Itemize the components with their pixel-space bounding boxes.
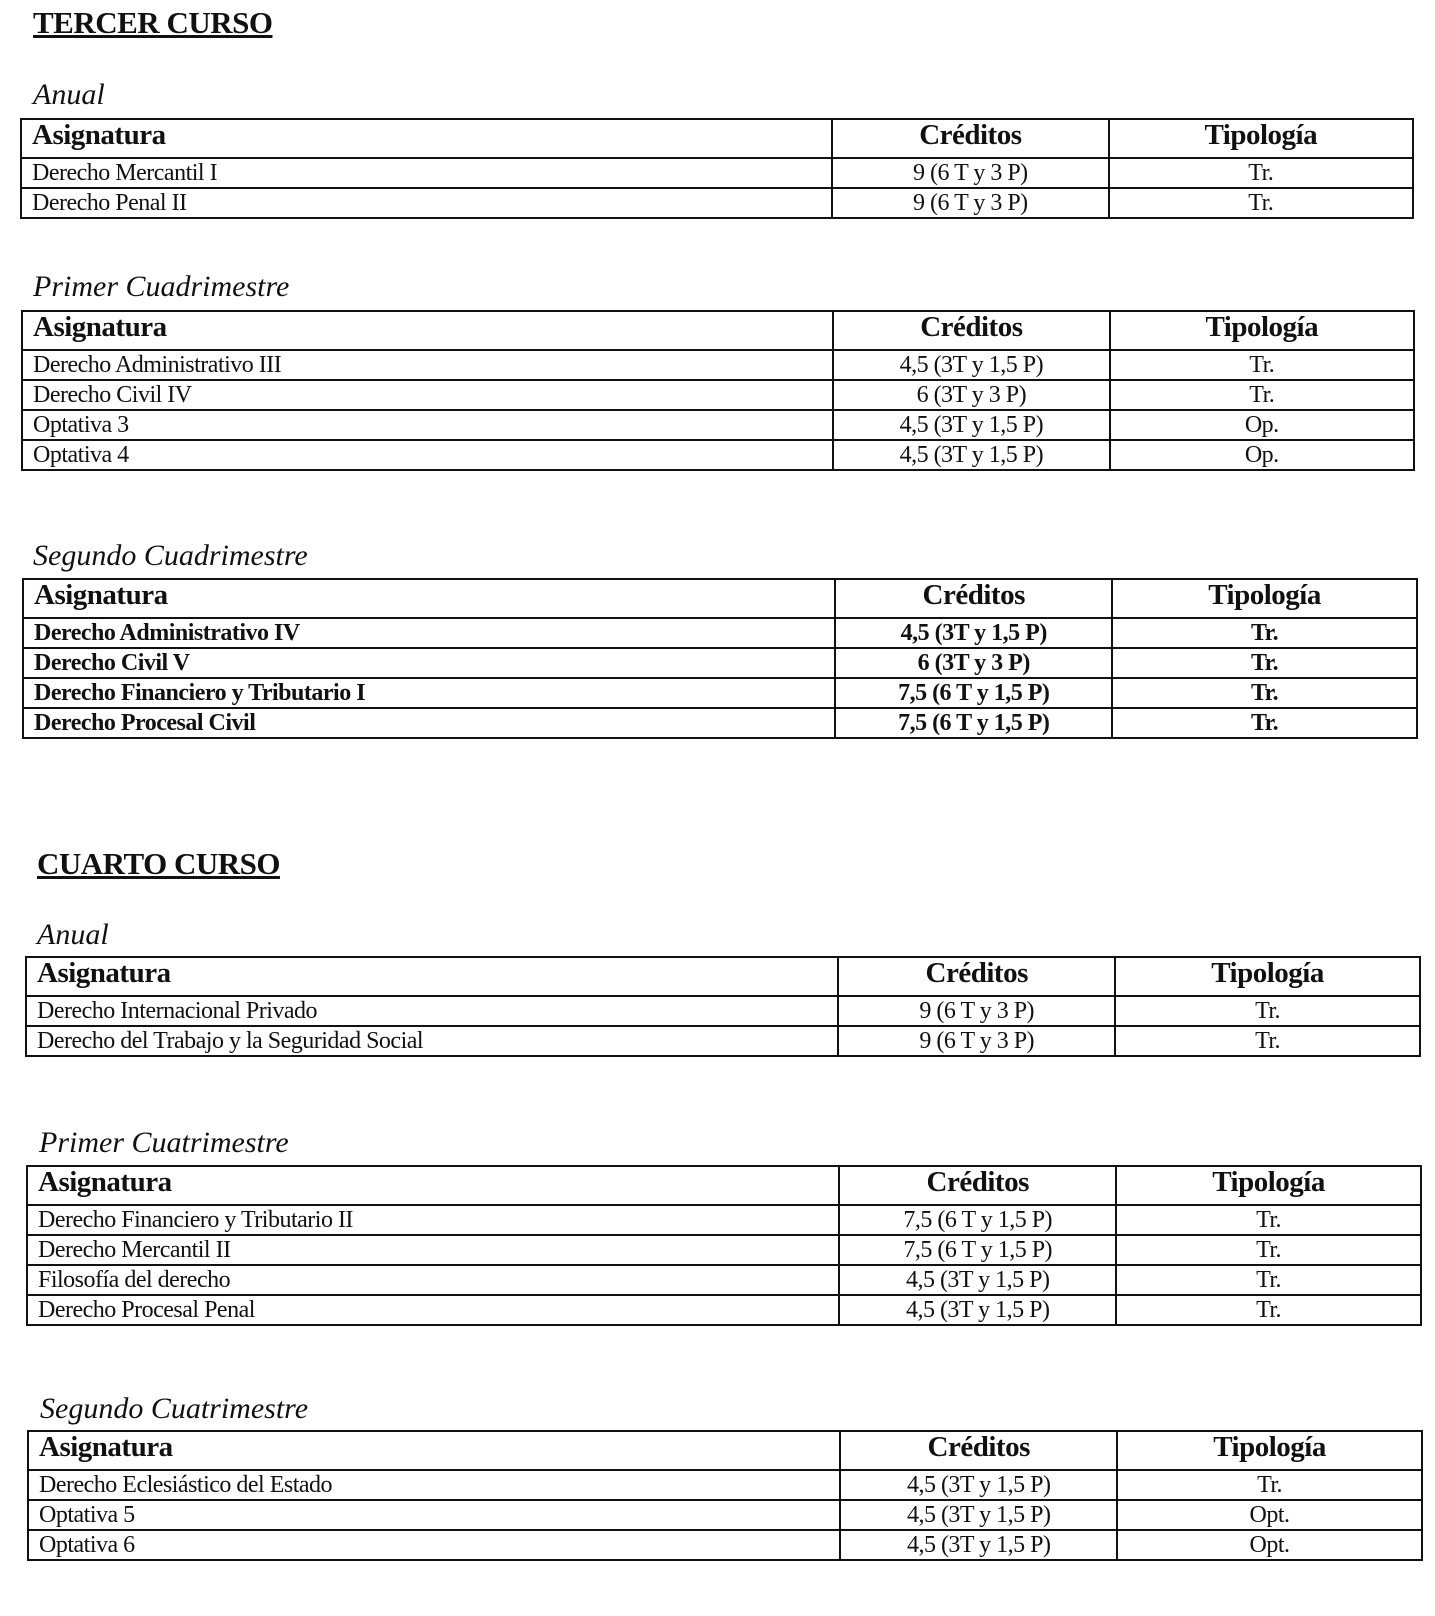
header-creditos: Créditos: [833, 311, 1109, 350]
subject-type: Tr.: [1112, 708, 1417, 738]
subject-name: Optativa 3: [22, 410, 833, 440]
table-row: [22, 410, 1414, 440]
table-row: [28, 1470, 1422, 1500]
table-row: [23, 618, 1417, 648]
header-creditos: Créditos: [840, 1431, 1117, 1470]
subject-credits: 4,5 (3T y 1,5 P): [839, 1295, 1116, 1325]
table-header-row: [23, 579, 1417, 618]
subject-type: Op.: [1110, 440, 1414, 470]
header-asignatura: Asignatura: [22, 311, 833, 350]
subject-name: Derecho Procesal Civil: [23, 708, 835, 738]
subject-credits: 6 (3T y 3 P): [833, 380, 1109, 410]
subject-name: Optativa 6: [28, 1530, 840, 1560]
subject-credits: 4,5 (3T y 1,5 P): [840, 1470, 1117, 1500]
subject-type: Tr.: [1115, 1026, 1420, 1056]
header-asignatura: Asignatura: [23, 579, 835, 618]
table-header-row: [27, 1166, 1421, 1205]
table-row: [26, 1026, 1420, 1056]
section-label-cuarto-segundo: Segundo Cuatrimestre: [40, 1392, 309, 1425]
header-creditos: Créditos: [838, 957, 1115, 996]
section-label-tercer-anual: Anual: [33, 78, 105, 111]
subject-credits: 4,5 (3T y 1,5 P): [833, 440, 1109, 470]
subject-credits: 6 (3T y 3 P): [835, 648, 1112, 678]
subject-name: Derecho Mercantil II: [27, 1235, 839, 1265]
subject-type: Tr.: [1116, 1295, 1421, 1325]
subject-type: Tr.: [1109, 188, 1413, 218]
table-row: [21, 158, 1413, 188]
table-row: [21, 188, 1413, 218]
section-label-cuarto-anual: Anual: [37, 918, 109, 951]
header-tipologia: Tipología: [1109, 119, 1413, 158]
header-creditos: Créditos: [832, 119, 1108, 158]
subject-credits: 4,5 (3T y 1,5 P): [840, 1530, 1117, 1560]
subject-credits: 4,5 (3T y 1,5 P): [835, 618, 1112, 648]
subject-credits: 4,5 (3T y 1,5 P): [840, 1500, 1117, 1530]
table-cuarto-segundo: [27, 1430, 1423, 1561]
header-creditos: Créditos: [839, 1166, 1116, 1205]
subject-type: Tr.: [1112, 648, 1417, 678]
header-asignatura: Asignatura: [21, 119, 832, 158]
table-row: [23, 678, 1417, 708]
subject-type: Tr.: [1117, 1470, 1422, 1500]
table-row: [27, 1295, 1421, 1325]
subject-name: Derecho Financiero y Tributario I: [23, 678, 835, 708]
table-row: [28, 1530, 1422, 1560]
subject-name: Filosofía del derecho: [27, 1265, 839, 1295]
subject-credits: 7,5 (6 T y 1,5 P): [835, 678, 1112, 708]
table-row: [27, 1265, 1421, 1295]
subject-credits: 4,5 (3T y 1,5 P): [833, 350, 1109, 380]
header-tipologia: Tipología: [1116, 1166, 1421, 1205]
table-row: [27, 1205, 1421, 1235]
subject-credits: 9 (6 T y 3 P): [838, 1026, 1115, 1056]
subject-name: Derecho Civil V: [23, 648, 835, 678]
subject-type: Opt.: [1117, 1500, 1422, 1530]
table-row: [27, 1235, 1421, 1265]
header-asignatura: Asignatura: [27, 1166, 839, 1205]
header-tipologia: Tipología: [1117, 1431, 1422, 1470]
subject-type: Tr.: [1115, 996, 1420, 1026]
subject-name: Derecho Internacional Privado: [26, 996, 838, 1026]
subject-credits: 7,5 (6 T y 1,5 P): [839, 1235, 1116, 1265]
subject-type: Tr.: [1116, 1265, 1421, 1295]
subject-name: Optativa 5: [28, 1500, 840, 1530]
subject-credits: 9 (6 T y 3 P): [832, 188, 1108, 218]
subject-type: Tr.: [1109, 158, 1413, 188]
subject-type: Tr.: [1116, 1235, 1421, 1265]
course-title-cuarto: CUARTO CURSO: [37, 846, 280, 881]
subject-credits: 4,5 (3T y 1,5 P): [839, 1265, 1116, 1295]
subject-type: Op.: [1110, 410, 1414, 440]
subject-type: Tr.: [1112, 618, 1417, 648]
subject-name: Derecho Eclesiástico del Estado: [28, 1470, 840, 1500]
table-row: [28, 1500, 1422, 1530]
subject-type: Opt.: [1117, 1530, 1422, 1560]
table-tercer-anual: [20, 118, 1414, 219]
header-tipologia: Tipología: [1112, 579, 1417, 618]
table-row: [23, 648, 1417, 678]
subject-name: Derecho Administrativo IV: [23, 618, 835, 648]
subject-name: Derecho del Trabajo y la Seguridad Social: [26, 1026, 838, 1056]
table-tercer-primer: [21, 310, 1415, 471]
table-cuarto-primer: [26, 1165, 1422, 1326]
table-tercer-segundo: [22, 578, 1418, 739]
subject-credits: 9 (6 T y 3 P): [832, 158, 1108, 188]
subject-name: Derecho Mercantil I: [21, 158, 832, 188]
subject-type: Tr.: [1116, 1205, 1421, 1235]
table-row: [26, 996, 1420, 1026]
header-tipologia: Tipología: [1110, 311, 1414, 350]
table-header-row: [26, 957, 1420, 996]
subject-name: Derecho Financiero y Tributario II: [27, 1205, 839, 1235]
subject-credits: 9 (6 T y 3 P): [838, 996, 1115, 1026]
table-header-row: [21, 119, 1413, 158]
header-asignatura: Asignatura: [26, 957, 838, 996]
subject-credits: 7,5 (6 T y 1,5 P): [835, 708, 1112, 738]
subject-credits: 7,5 (6 T y 1,5 P): [839, 1205, 1116, 1235]
section-label-cuarto-primer: Primer Cuatrimestre: [39, 1126, 289, 1159]
table-row: [22, 440, 1414, 470]
table-header-row: [28, 1431, 1422, 1470]
header-asignatura: Asignatura: [28, 1431, 840, 1470]
subject-type: Tr.: [1112, 678, 1417, 708]
subject-credits: 4,5 (3T y 1,5 P): [833, 410, 1109, 440]
subject-name: Derecho Penal II: [21, 188, 832, 218]
subject-type: Tr.: [1110, 380, 1414, 410]
header-creditos: Créditos: [835, 579, 1112, 618]
subject-name: Optativa 4: [22, 440, 833, 470]
header-tipologia: Tipología: [1115, 957, 1420, 996]
section-label-tercer-primer: Primer Cuadrimestre: [33, 270, 290, 303]
subject-name: Derecho Civil IV: [22, 380, 833, 410]
subject-type: Tr.: [1110, 350, 1414, 380]
course-title-tercer: TERCER CURSO: [33, 5, 273, 40]
table-row: [23, 708, 1417, 738]
table-row: [22, 350, 1414, 380]
table-cuarto-anual: [25, 956, 1421, 1057]
table-row: [22, 380, 1414, 410]
subject-name: Derecho Administrativo III: [22, 350, 833, 380]
table-header-row: [22, 311, 1414, 350]
section-label-tercer-segundo: Segundo Cuadrimestre: [33, 539, 308, 572]
subject-name: Derecho Procesal Penal: [27, 1295, 839, 1325]
